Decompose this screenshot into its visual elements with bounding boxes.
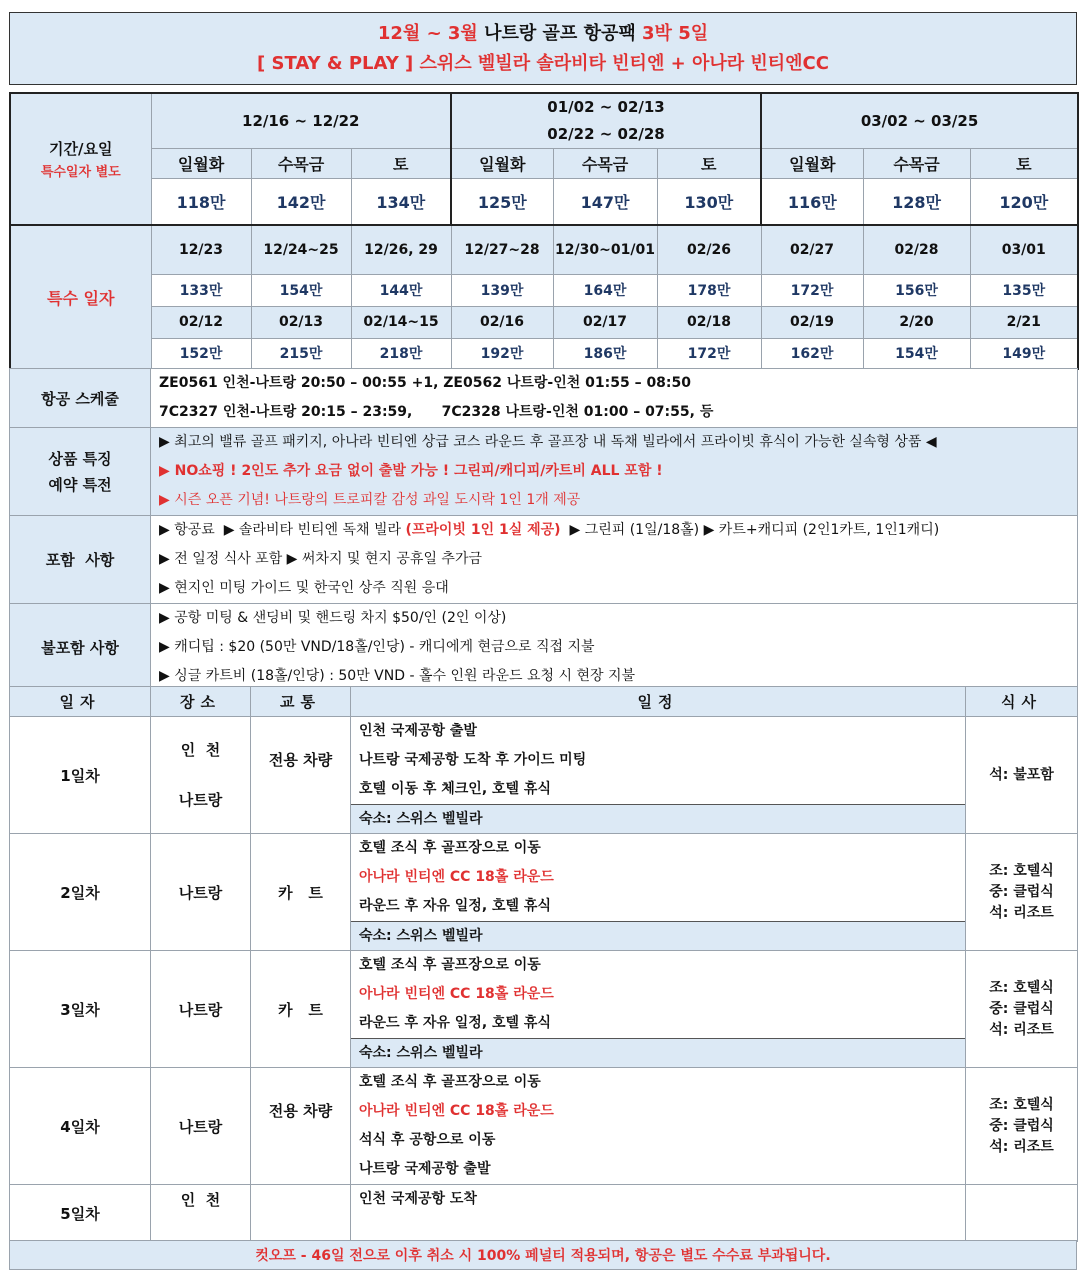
special-date: 02/13	[251, 306, 351, 338]
special-price: 215만	[251, 338, 351, 369]
day-group: 수목금	[251, 149, 351, 179]
special-date: 12/27~28	[451, 225, 553, 274]
special-price: 135만	[970, 274, 1078, 306]
transport: 카 트	[251, 951, 351, 1068]
day-group: 토	[351, 149, 451, 179]
itinerary-items: 인천 국제공항 출발 나트랑 국제공항 도착 후 가이드 미팅 호텔 이동 후 체크인, 호텔 휴식 숙소: 스위스 벨빌라	[351, 717, 966, 834]
day-group: 토	[970, 149, 1078, 179]
day-group: 일월화	[761, 149, 863, 179]
special-price: 144만	[351, 274, 451, 306]
meals: 조: 호텔식 중: 클럽식 석: 리조트	[966, 1068, 1078, 1185]
features-label: 상품 특징 예약 특전	[10, 428, 151, 516]
meals: 조: 호텔식 중: 클럽식 석: 리조트	[966, 951, 1078, 1068]
special-date: 12/23	[151, 225, 251, 274]
special-price: 186만	[553, 338, 657, 369]
special-date: 2/21	[970, 306, 1078, 338]
special-date: 02/12	[151, 306, 251, 338]
itinerary-row	[10, 834, 1078, 951]
transport: 전용 차량	[251, 1068, 351, 1185]
feature-item: ▶ 최고의 밸류 골프 패키지, 아나라 빈티엔 상급 코스 라운드 후 골프장 내 독채 빌라에서 프라이빗 휴식이 가능한 실속형 상품 ◀	[159, 434, 937, 450]
price-cell: 142만	[251, 179, 351, 225]
price-cell: 147만	[553, 179, 657, 225]
special-price: 172만	[761, 274, 863, 306]
title-season: 12월 ~ 3월	[377, 22, 478, 44]
special-price: 218만	[351, 338, 451, 369]
special-date: 03/01	[970, 225, 1078, 274]
special-date: 2/20	[863, 306, 970, 338]
features-list	[151, 428, 1078, 516]
itinerary-row	[10, 1185, 1078, 1242]
itinerary-items: 인천 국제공항 도착	[351, 1185, 966, 1242]
day-label: 4일차	[10, 1068, 151, 1185]
hotel-info: 숙소: 스위스 벨빌라	[351, 804, 965, 833]
price-cell: 128만	[863, 179, 970, 225]
header-meal: 식사	[966, 687, 1078, 717]
period-header: 12/16 ~ 12/22	[151, 93, 451, 149]
itinerary-items: 호텔 조식 후 골프장으로 이동 아나라 빈티엔 CC 18홀 라운드 라운드 후 자유 일정, 호텔 휴식 숙소: 스위스 벨빌라	[351, 834, 966, 951]
title-product: 나트랑 골프 항공팩	[484, 22, 636, 44]
special-price: 133만	[151, 274, 251, 306]
feature-item: ▶ NO쇼핑 ! 2인도 추가 요금 없이 출발 가능 ! 그린피/캐디피/카트비 ALL 포함 !	[159, 463, 663, 479]
place: 나트랑	[151, 834, 251, 951]
hotel-info: 숙소: 스위스 벨빌라	[351, 921, 965, 950]
itinerary-items: 호텔 조식 후 골프장으로 이동 아나라 빈티엔 CC 18홀 라운드 석식 후 공항으로 이동 나트랑 국제공항 출발	[351, 1068, 966, 1185]
period-label: 기간/요일	[49, 139, 113, 158]
period-label-cell	[10, 93, 151, 225]
special-date: 12/24~25	[251, 225, 351, 274]
day-label: 2일차	[10, 834, 151, 951]
hotel-info: 숙소: 스위스 벨빌라	[351, 1038, 965, 1067]
special-price: 192만	[451, 338, 553, 369]
flight-schedule	[151, 369, 1078, 428]
special-price: 149만	[970, 338, 1078, 369]
special-date: 02/17	[553, 306, 657, 338]
price-cell: 130만	[657, 179, 761, 225]
header-transport: 교통	[251, 687, 351, 717]
special-date: 02/14~15	[351, 306, 451, 338]
itinerary-row	[10, 1068, 1078, 1185]
header-place: 장소	[151, 687, 251, 717]
period-sublabel: 특수일자 별도	[40, 164, 121, 180]
itinerary-table	[9, 686, 1078, 1242]
special-price: 172만	[657, 338, 761, 369]
day-group: 일월화	[451, 149, 553, 179]
title-line-2: [ STAY & PLAY ] 스위스 벨빌라 솔라비타 빈티엔 + 아나라 빈티엔CC	[257, 52, 829, 74]
flight-line: ZE0561 인천-나트랑 20:50 – 00:55 +1, ZE0562 나트랑-인천 01:55 – 08:50	[159, 375, 692, 391]
special-date: 12/26, 29	[351, 225, 451, 274]
price-cell: 116만	[761, 179, 863, 225]
info-table	[9, 368, 1078, 692]
special-price: 152만	[151, 338, 251, 369]
special-dates-label: 특수 일자	[10, 225, 151, 369]
title-line-1	[378, 19, 708, 49]
transport: 전용 차량	[251, 717, 351, 834]
included-item: ▶ 전 일정 식사 포함 ▶ 써차지 및 현지 공휴일 추가금	[159, 551, 482, 567]
meals: 석: 불포함	[966, 717, 1078, 834]
itinerary-items: 호텔 조식 후 골프장으로 이동 아나라 빈티엔 CC 18홀 라운드 라운드 후 자유 일정, 호텔 휴식 숙소: 스위스 벨빌라	[351, 951, 966, 1068]
day-label: 5일차	[10, 1185, 151, 1242]
special-price: 156만	[863, 274, 970, 306]
itinerary-row	[10, 951, 1078, 1068]
period-header: 01/02 ~ 02/13 02/22 ~ 02/28	[451, 93, 761, 149]
excluded-item: ▶ 공항 미팅 & 샌딩비 및 핸드링 차지 $50/인 (2인 이상)	[159, 610, 507, 626]
place: 나트랑	[151, 1068, 251, 1185]
special-date: 12/30~01/01	[553, 225, 657, 274]
price-cell: 120만	[970, 179, 1078, 225]
meals	[966, 1185, 1078, 1242]
included-list	[151, 516, 1078, 604]
excluded-list	[151, 604, 1078, 692]
day-label: 1일차	[10, 717, 151, 834]
excluded-item: ▶ 캐디팁 : $20 (50만 VND/18홀/인당) - 캐디에게 현금으로 직접 지불	[159, 639, 595, 655]
transport: 카 트	[251, 834, 351, 951]
price-table	[9, 92, 1079, 226]
place: 인 천	[151, 1185, 251, 1242]
flight-line: 7C2327 인천-나트랑 20:15 – 23:59, 7C2328 나트랑-인천 01:00 – 07:55, 등	[159, 404, 714, 420]
day-group: 일월화	[151, 149, 251, 179]
header-day: 일자	[10, 687, 151, 717]
excluded-label: 불포함 사항	[10, 604, 151, 692]
meals: 조: 호텔식 중: 클럽식 석: 리조트	[966, 834, 1078, 951]
special-price: 139만	[451, 274, 553, 306]
included-label: 포함 사항	[10, 516, 151, 604]
day-group: 수목금	[553, 149, 657, 179]
page-title	[9, 12, 1077, 85]
special-price: 154만	[251, 274, 351, 306]
special-price: 154만	[863, 338, 970, 369]
special-date: 02/16	[451, 306, 553, 338]
title-duration: 3박 5일	[642, 22, 709, 44]
day-group: 수목금	[863, 149, 970, 179]
place: 나트랑	[151, 951, 251, 1068]
period-header: 03/02 ~ 03/25	[761, 93, 1078, 149]
transport	[251, 1185, 351, 1242]
special-date: 02/27	[761, 225, 863, 274]
special-date: 02/28	[863, 225, 970, 274]
flight-schedule-label: 항공 스케줄	[10, 369, 151, 428]
special-price: 178만	[657, 274, 761, 306]
special-price: 162만	[761, 338, 863, 369]
price-cell: 134만	[351, 179, 451, 225]
special-date: 02/18	[657, 306, 761, 338]
special-date: 02/19	[761, 306, 863, 338]
cancellation-policy: 컷오프 - 46일 전으로 이후 취소 시 100% 페널티 적용되며, 항공은 별도 수수료 부과됩니다.	[9, 1240, 1077, 1270]
day-group: 토	[657, 149, 761, 179]
place: 인 천 나트랑	[151, 717, 251, 834]
special-date: 02/26	[657, 225, 761, 274]
price-cell: 118만	[151, 179, 251, 225]
included-item: ▶ 현지인 미팅 가이드 및 한국인 상주 직원 응대	[159, 580, 449, 596]
price-cell: 125만	[451, 179, 553, 225]
included-item: ▶ 항공료 ▶ 솔라비타 빈티엔 독채 빌라 (프라이빗 1인 1실 제공) ▶ 그린피 (1일/18홀) ▶ 카트+캐디피 (2인1카트, 1인1캐디)	[159, 522, 940, 538]
special-dates-table	[9, 224, 1079, 370]
day-label: 3일차	[10, 951, 151, 1068]
header-itinerary: 일정	[351, 687, 966, 717]
special-price: 164만	[553, 274, 657, 306]
excluded-item: ▶ 싱글 카트비 (18홀/인당) : 50만 VND - 홀수 인원 라운드 요청 시 현장 지불	[159, 668, 635, 684]
feature-item: ▶ 시즌 오픈 기념! 나트랑의 트로피칼 감성 과일 도시락 1인 1개 제공	[159, 492, 581, 508]
itinerary-row	[10, 717, 1078, 834]
